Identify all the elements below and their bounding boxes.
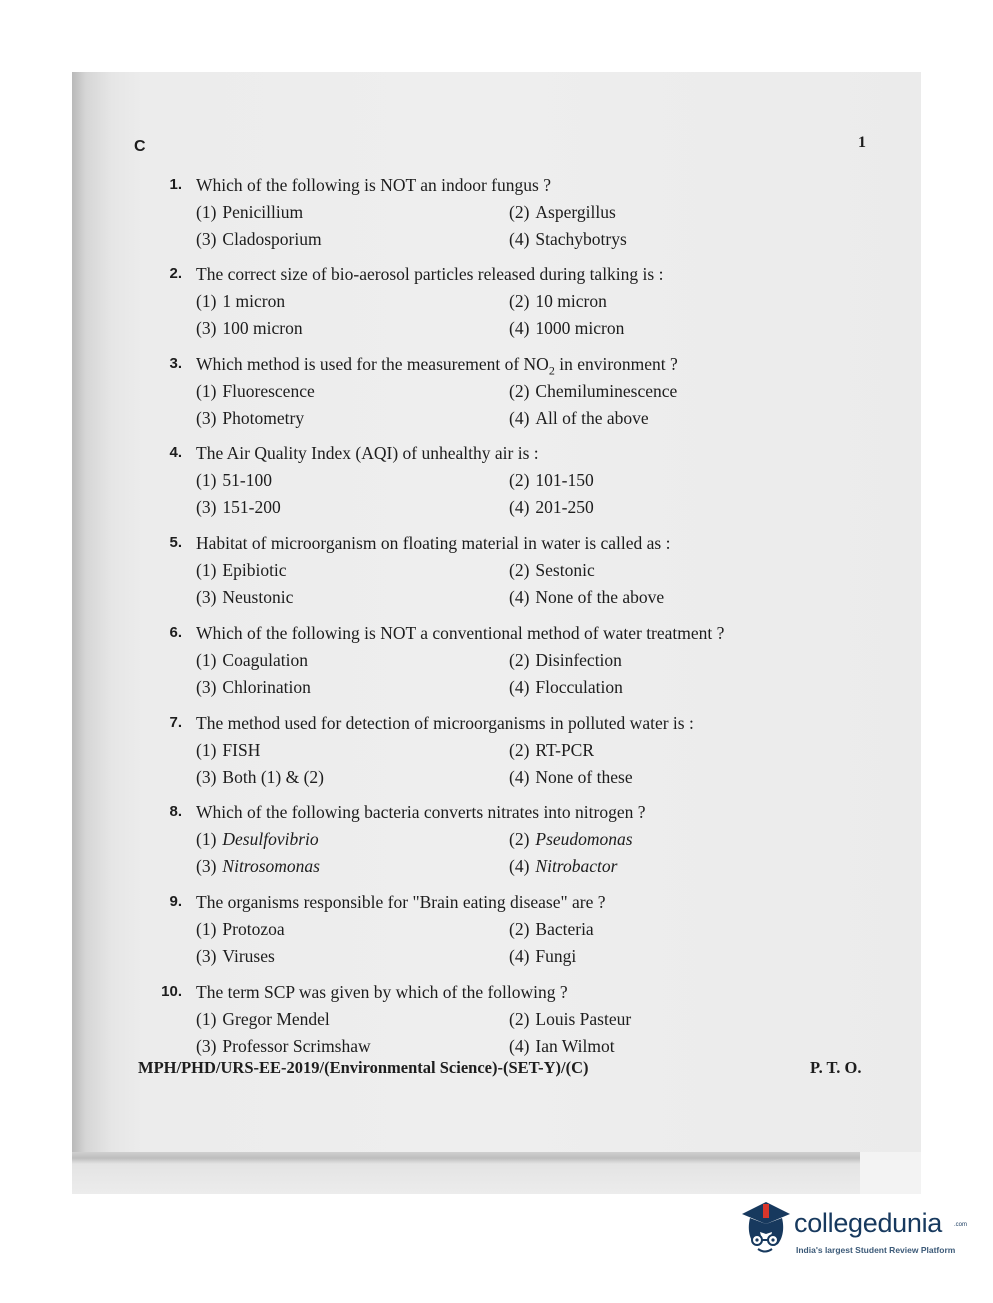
- question-6: [72, 622, 921, 702]
- question-number: 5.: [169, 534, 182, 551]
- pto-label: P. T. O.: [810, 1058, 862, 1077]
- question-8: [72, 801, 921, 881]
- mascot-icon: [736, 1196, 794, 1258]
- option-2: (2) Aspergillus: [509, 202, 616, 222]
- question-text: Habitat of microorganism on floating material in water is called as :: [196, 533, 671, 553]
- option-1: (1) 1 micron: [196, 291, 286, 311]
- set-letter: C: [134, 138, 146, 155]
- question-number: 2.: [169, 265, 182, 282]
- option-2: (2) Pseudomonas: [509, 829, 633, 849]
- option-1: (1) Coagulation: [196, 650, 308, 670]
- question-number: 6.: [169, 624, 182, 641]
- option-3: (3) Viruses: [196, 946, 275, 966]
- option-2: (2) 10 micron: [509, 291, 607, 311]
- option-4: (4) 201-250: [509, 497, 594, 517]
- question-text: The Air Quality Index (AQI) of unhealthy air is :: [196, 443, 539, 463]
- page-number: 1: [858, 134, 866, 151]
- question-5: [72, 532, 921, 612]
- option-1: (1) Gregor Mendel: [196, 1009, 330, 1029]
- option-4: (4) Nitrobactor: [509, 856, 618, 876]
- question-3: [72, 353, 921, 433]
- question-number: 10.: [161, 983, 182, 1000]
- option-4: (4) None of these: [509, 767, 633, 787]
- option-1: (1) Fluorescence: [196, 381, 315, 401]
- question-7: [72, 712, 921, 792]
- option-3: (3) Chlorination: [196, 677, 311, 697]
- question-number: 1.: [169, 176, 182, 193]
- option-2: (2) 101-150: [509, 470, 594, 490]
- option-1: (1) FISH: [196, 740, 261, 760]
- question-10: [72, 981, 921, 1061]
- logo-tagline: India's largest Student Review Platform: [796, 1245, 956, 1255]
- option-3: (3) 100 micron: [196, 318, 303, 338]
- question-1: [72, 174, 921, 254]
- option-2: (2) Louis Pasteur: [509, 1009, 632, 1029]
- option-4: (4) Flocculation: [509, 677, 623, 697]
- option-2: (2) Sestonic: [509, 560, 595, 580]
- question-number: 4.: [169, 444, 182, 461]
- question-text: Which of the following bacteria converts nitrates into nitrogen ?: [196, 802, 646, 822]
- option-1: (1) Penicillium: [196, 202, 304, 222]
- question-text: Which of the following is NOT a conventional method of water treatment ?: [196, 623, 725, 643]
- question-9: [72, 891, 921, 971]
- question-text: The correct size of bio-aerosol particles released during talking is :: [196, 264, 664, 284]
- question-text: The organisms responsible for "Brain eating disease" are ?: [196, 892, 606, 912]
- scan-edge: [72, 1152, 921, 1194]
- option-3: (3) 151-200: [196, 497, 281, 517]
- option-1: (1) Epibiotic: [196, 560, 287, 580]
- collegedunia-logo[interactable]: [736, 1196, 968, 1260]
- scan-edge-right: [860, 1152, 921, 1194]
- question-4: [72, 442, 921, 522]
- question-2: [72, 263, 921, 343]
- option-2: (2) Disinfection: [509, 650, 622, 670]
- question-number: 8.: [169, 803, 182, 820]
- option-4: (4) 1000 micron: [509, 318, 625, 338]
- option-2: (2) Bacteria: [509, 919, 594, 939]
- question-number: 7.: [169, 714, 182, 731]
- question-text: The term SCP was given by which of the following ?: [196, 982, 568, 1002]
- option-3: (3) Professor Scrimshaw: [196, 1036, 371, 1056]
- paper-code: MPH/PHD/URS-EE-2019/(Environmental Science)-(SET-Y)/(C): [138, 1058, 589, 1077]
- logo-domain-suffix: .com: [954, 1222, 968, 1228]
- question-text: Which of the following is NOT an indoor fungus ?: [196, 175, 551, 195]
- option-4: (4) Stachybotrys: [509, 229, 627, 249]
- question-number: 3.: [169, 355, 182, 372]
- option-4: (4) None of the above: [509, 587, 665, 607]
- option-4: (4) All of the above: [509, 408, 649, 428]
- option-3: (3) Cladosporium: [196, 229, 322, 249]
- option-3: (3) Nitrosomonas: [196, 856, 320, 876]
- question-number: 9.: [169, 893, 182, 910]
- question-text: The method used for detection of microorganisms in polluted water is :: [196, 713, 694, 733]
- question-text: Which method is used for the measurement of $NO_2$ in environment ?: [196, 354, 678, 378]
- option-4: (4) Ian Wilmot: [509, 1036, 615, 1056]
- option-3: (3) Neustonic: [196, 587, 294, 607]
- option-1: (1) Protozoa: [196, 919, 285, 939]
- option-4: (4) Fungi: [509, 946, 577, 966]
- option-2: (2) Chemiluminescence: [509, 381, 678, 401]
- logo-wordmark: collegedunia: [794, 1208, 943, 1238]
- option-2: (2) RT-PCR: [509, 740, 595, 760]
- option-3: (3) Both (1) & (2): [196, 767, 324, 787]
- option-1: (1) Desulfovibrio: [196, 829, 319, 849]
- scanned-page: [72, 72, 921, 1194]
- option-3: (3) Photometry: [196, 408, 305, 428]
- option-1: (1) 51-100: [196, 470, 272, 490]
